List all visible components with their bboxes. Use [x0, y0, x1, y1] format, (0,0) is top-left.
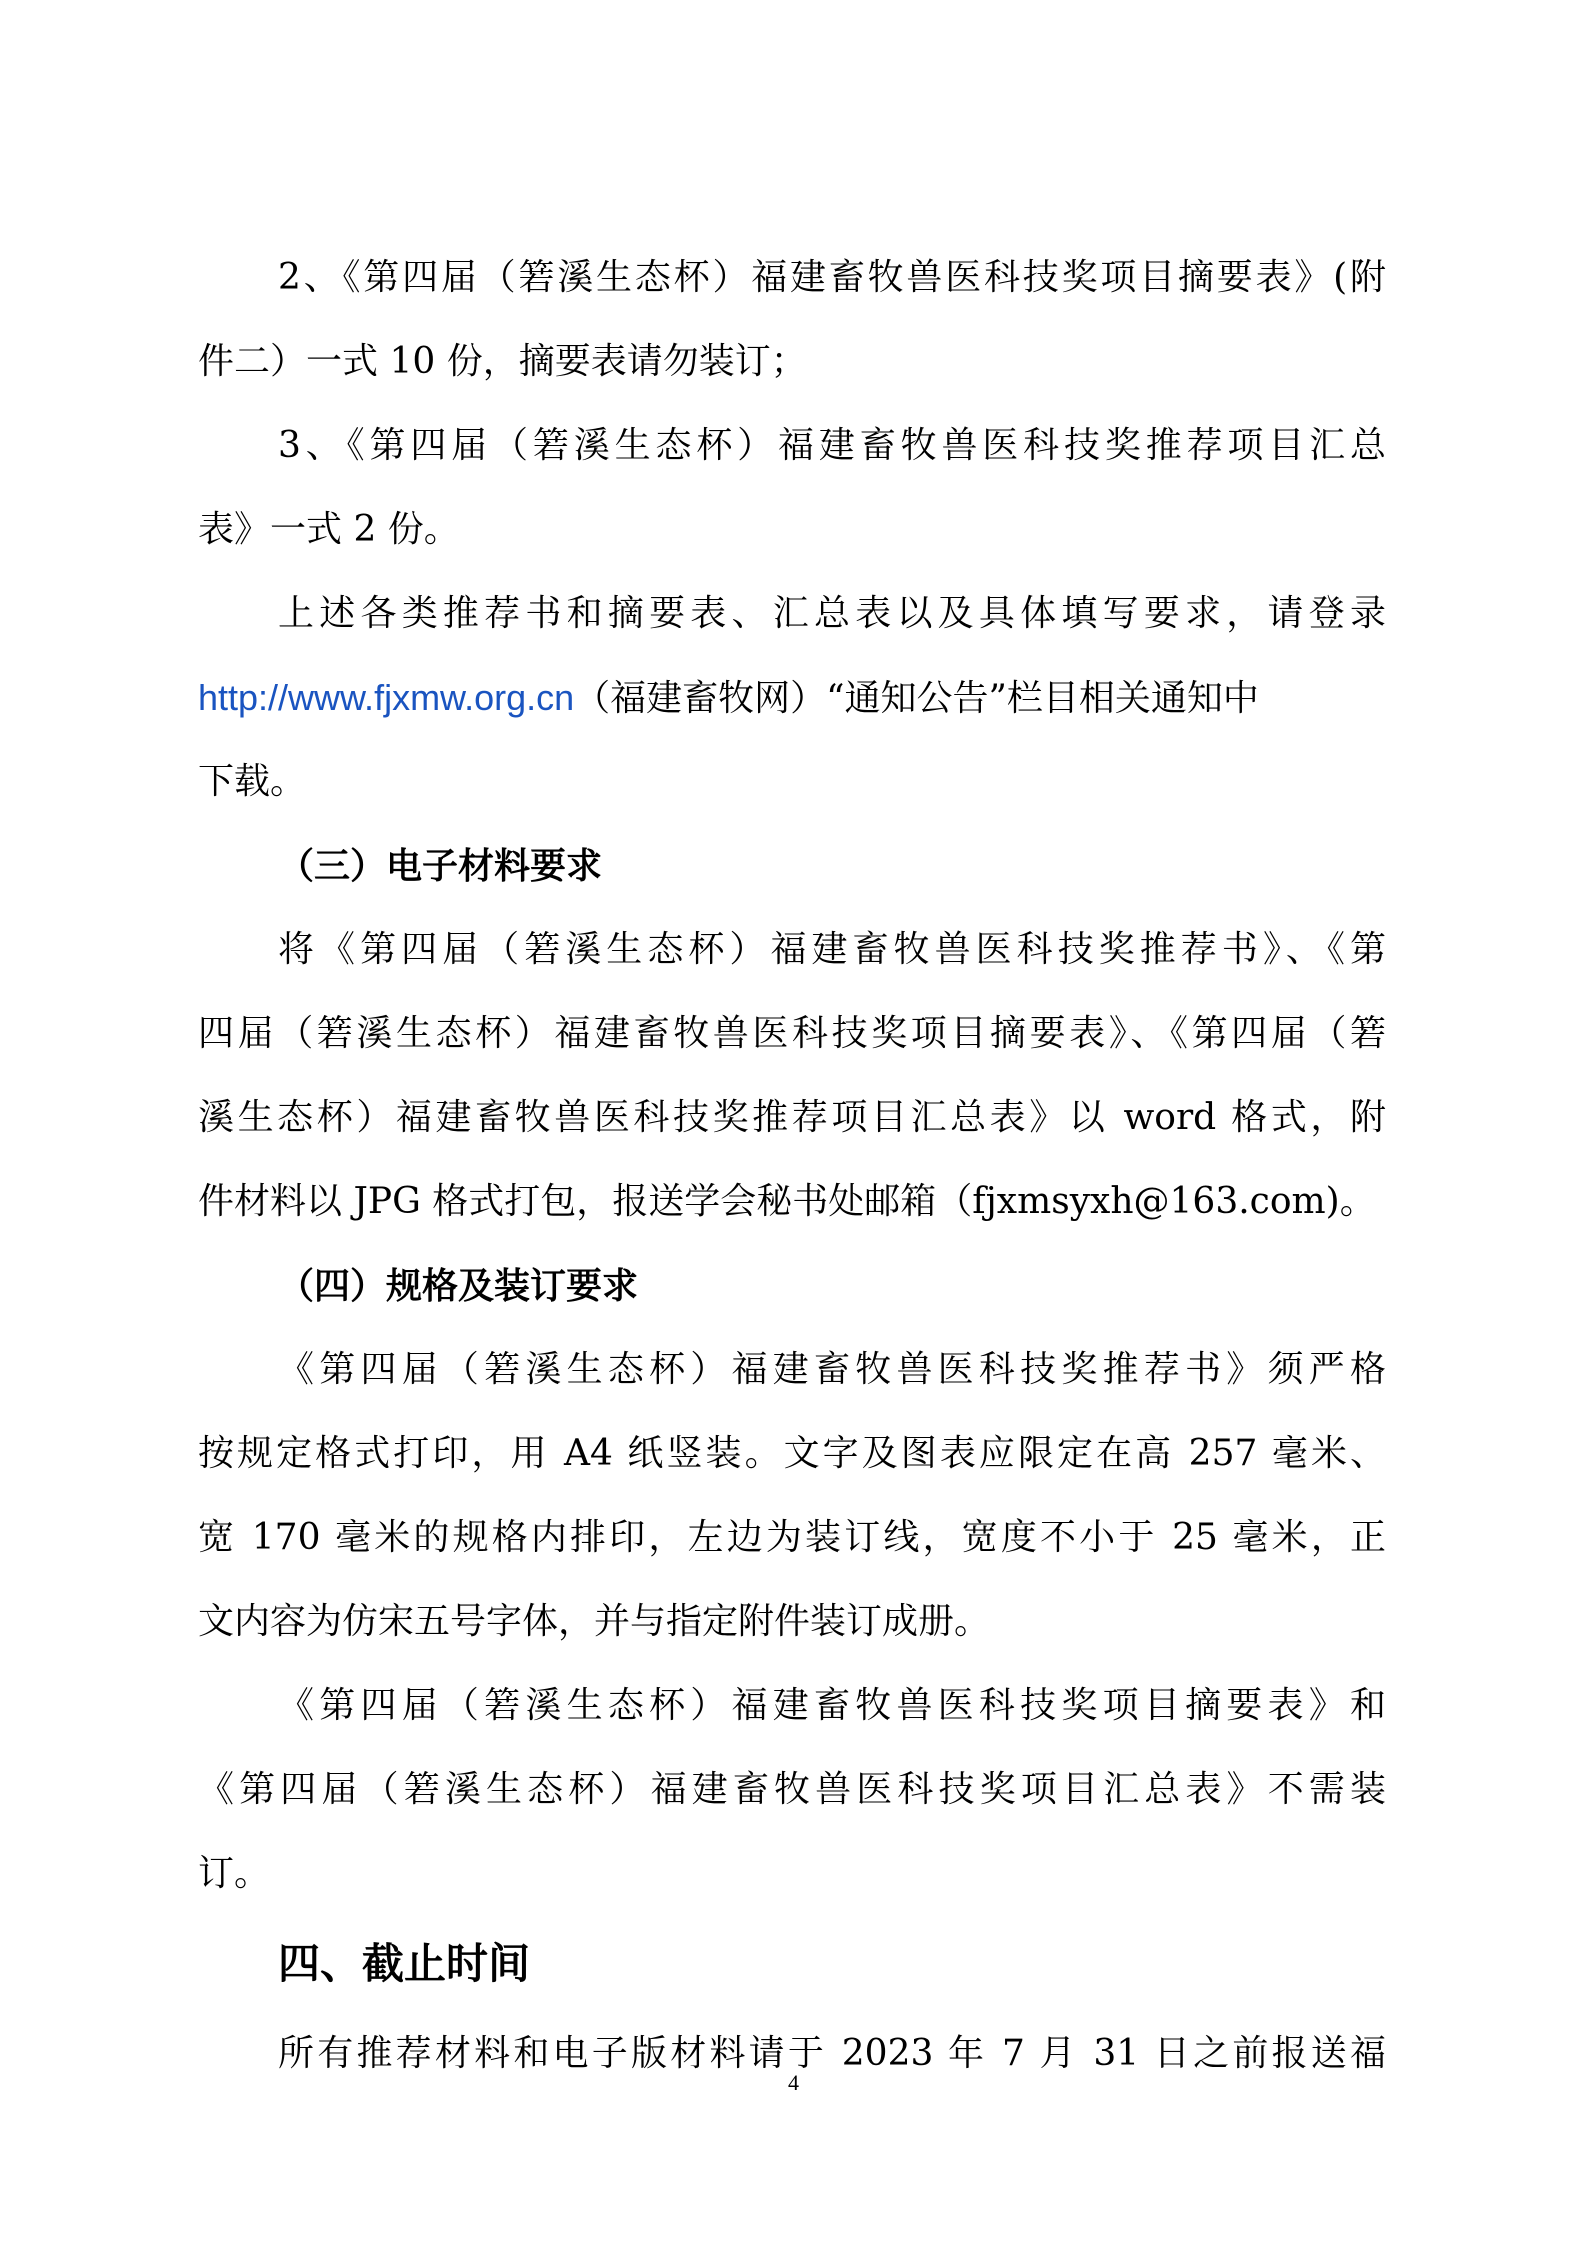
section4-p2-line1: 《第四届（箬溪生态杯）福建畜牧兽医科技奖项目摘要表》和	[278, 1685, 1386, 1726]
section4-p1-line1: 《第四届（箬溪生态杯）福建畜牧兽医科技奖推荐书》须严格	[278, 1349, 1386, 1390]
page-number: 4	[788, 2070, 799, 2095]
download-line1: 上述各类推荐书和摘要表、汇总表以及具体填写要求，请登录	[278, 593, 1386, 634]
section3-heading: （三）电子材料要求	[278, 845, 603, 887]
deadline-line1: 所有推荐材料和电子版材料请于 2023 年 7 月 31 日之前报送福	[278, 2033, 1386, 2074]
deadline-heading: 四、截止时间	[278, 1939, 531, 1988]
section3-line3: 溪生态杯）福建畜牧兽医科技奖推荐项目汇总表》以 word 格式，附	[198, 1097, 1386, 1138]
section4-p1-line4: 文内容为仿宋五号字体，并与指定附件装订成册。	[198, 1601, 991, 1642]
section4-p2-line2: 《第四届（箬溪生态杯）福建畜牧兽医科技奖项目汇总表》不需装	[198, 1769, 1386, 1810]
download-line3: 下载。	[198, 761, 307, 802]
section4-heading: （四）规格及装订要求	[278, 1265, 639, 1307]
download-line2-rest: （福建畜牧网）“通知公告”栏目相关通知中	[574, 678, 1259, 719]
section3-line2: 四届（箬溪生态杯）福建畜牧兽医科技奖项目摘要表》、《第四届（箬	[198, 1013, 1386, 1054]
item2-line1: 2、《第四届（箬溪生态杯）福建畜牧兽医科技奖项目摘要表》(附	[278, 257, 1386, 298]
item2-line2: 件二）一式 10 份，摘要表请勿装订；	[198, 341, 807, 382]
website-link[interactable]: http://www.fjxmw.org.cn	[198, 677, 575, 718]
download-line2	[198, 656, 1386, 740]
item3-line2: 表》一式 2 份。	[198, 509, 460, 550]
section3-line1: 将《第四届（箬溪生态杯）福建畜牧兽医科技奖推荐书》、《第	[278, 929, 1386, 970]
document-body	[198, 236, 1386, 2096]
section4-p2-line3: 订。	[198, 1853, 271, 1894]
item3-line1: 3、《第四届（箬溪生态杯）福建畜牧兽医科技奖推荐项目汇总	[278, 425, 1386, 466]
section3-line4: 件材料以 JPG 格式打包，报送学会秘书处邮箱（fjxmsyxh@163.com)。	[198, 1181, 1376, 1222]
section4-p1-line2: 按规定格式打印，用 A4 纸竖装。文字及图表应限定在高 257 毫米、	[198, 1433, 1386, 1474]
section4-p1-line3: 宽 170 毫米的规格内排印，左边为装订线，宽度不小于 25 毫米，正	[198, 1517, 1386, 1558]
